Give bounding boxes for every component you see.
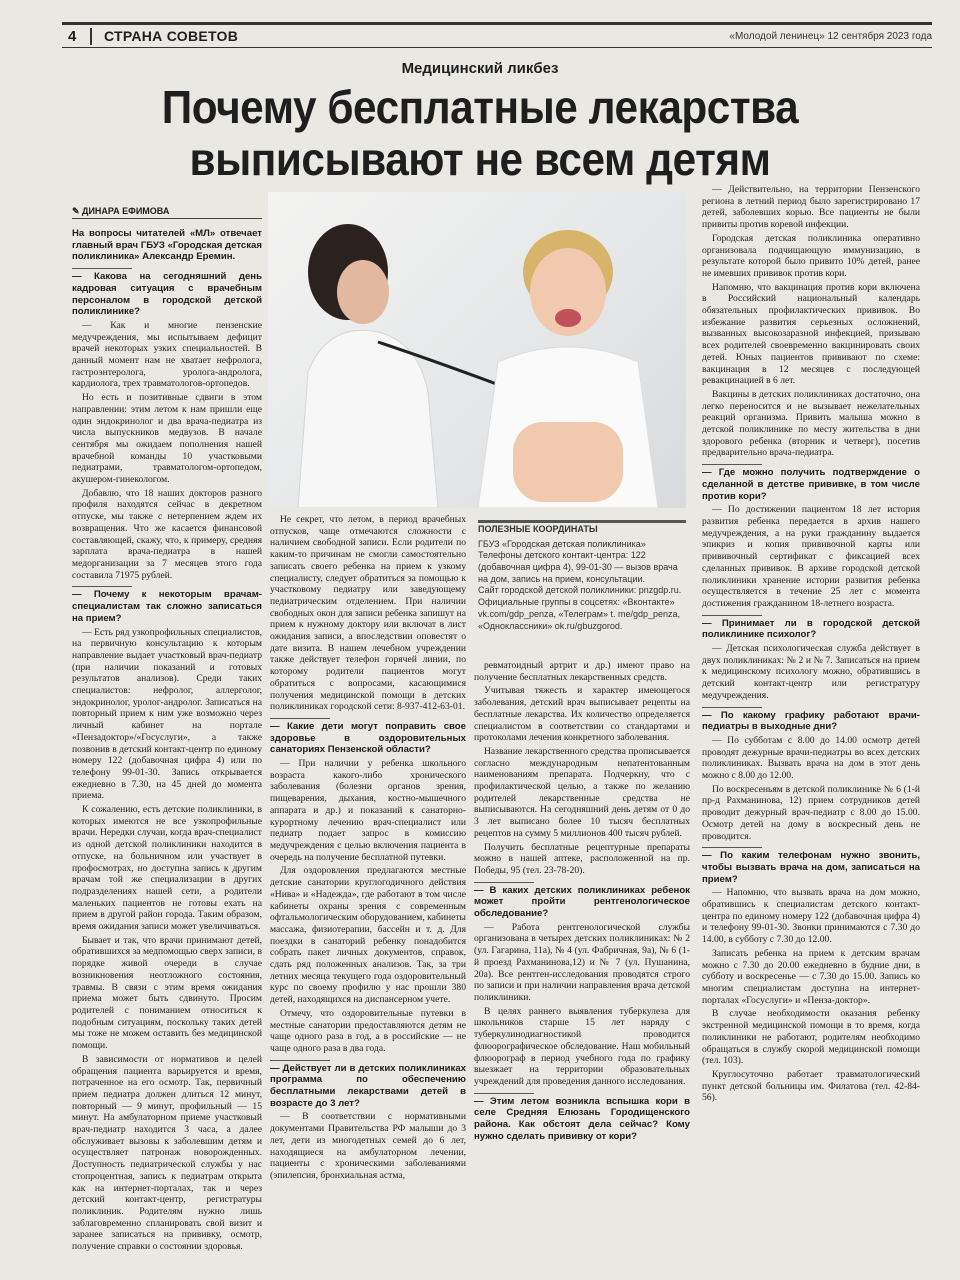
body-paragraph: В зависимости от нормативов и целей обращения пациента варьируется и время, потраченное на его осмотр. Так, первичный прием педиатра должен длиться 12 минут, повторный — 9 минут, профильный — 15 минут. На амбулаторном приеме участковый врач-педиатр находится 3 часа, а далее обслуживает вызовы к заболевшим детям и осуществляет патронаж новорожденных. Доступность педиатрической службы у нас стопроцентная, запись к педиатрам открыта как на интернет-порталах, так и через детский контакт-центр, регистратуры поликлиник. Родителям нужно лишь заблаговременно спланировать свой визит и заранее записаться на прививку, осмотр, получение справки о состоянии здоровья. <box>72 1053 262 1253</box>
body-paragraph: — В соответствии с нормативными документами Правительства РФ малыши до 3 лет, дети из многодетных семей до 6 лет, находящиеся на амбулаторном лечении, пациенты с хроническими заболеваниями (эпилепсия, бронхиальная астма, <box>270 1111 466 1181</box>
question-paragraph: — Действует ли в детских поликлиниках программа по обеспечению бесплатными лекарствами детей в возрасте до 3 лет? <box>270 1060 466 1110</box>
body-paragraph: Круглосуточно работает травматологический пункт детской больницы им. Филатова (тел. 42-84-56). <box>702 1068 920 1104</box>
body-paragraph: Отмечу, что оздоровительные путевки в местные санатории предоставляются детям не чаще одного раза в год, а в российские — не чаще одного раза в два года. <box>270 1007 466 1054</box>
article-headline <box>75 82 885 185</box>
body-paragraph: Вакцины в детских поликлиниках достаточно, она легко переносится и не вызывает нежелательных реакций организма. Привить малыша можно в детской поликлинике по месту жительства в дни здорового ребенка (вторник и четверг), посетив предварительно врача-педиатра. <box>702 388 920 459</box>
author-name: ДИНАРА ЕФИМОВА <box>82 206 170 216</box>
body-paragraph: Название лекарственного средства прописывается согласно международным непатентованным наименованиям препарата. Подчеркну, что с профилактической целью, а также по желанию родителей лекарственные средства не выписываются. На сегодняшний день детям от 0 до 3 лет выписано более 10 тысяч бесплатных рецептов на сумму 5 миллионов 400 тысяч рублей. <box>474 745 690 839</box>
body-paragraph: — По субботам с 8.00 до 14.00 осмотр детей проводят дежурные врачи-педиатры во всех детских поликлиниках. Вызвать врача на дом в этот день можно с 8.00 до 12.00. <box>702 734 920 782</box>
question-paragraph: — По какому графику работают врачи-педиатры в выходные дни? <box>702 707 920 733</box>
article-photo <box>268 192 686 508</box>
question-paragraph: — Этим летом возникла вспышка кори в селе Средняя Елюзань Городищенского района. Как обстоят дела сейчас? Кому нужно сделать прививку от кори? <box>474 1093 690 1143</box>
page-header <box>62 22 932 48</box>
useful-contacts-box <box>478 520 686 652</box>
body-paragraph: — Напомню, что вызвать врача на дом можно, обратившись к специалистам детского контакт-центра по единому номеру 122 (добавочная цифра 4) и телефону 99-01-30. Звонки принимаются с 7.30 до 14.00, в субботу с 7.30 до 12.00. <box>702 887 920 946</box>
body-paragraph: — При наличии у ребенка школьного возраста какого-либо хронического заболевания (болезни органов зрения, пищеварения, дыхания, костно-мышечного аппарата и др.) и показаний к санаторно-курортному лечению врач-специалист или педиатр подает запрос в комиссию медучреждения с целью включения пациента в очередь на получение бесплатной путевки. <box>270 758 466 863</box>
pen-icon: ✎ <box>72 206 83 216</box>
text-column-1 <box>72 228 262 1268</box>
body-paragraph: — Детская психологическая служба действует в двух поликлиниках: № 2 и № 7. Записаться на прием к медицинскому психологу можно, обратившись в детский контакт-центр или регистратуру медучреждения. <box>702 643 920 701</box>
page-number: 4 <box>62 28 92 45</box>
body-paragraph: Получить бесплатные рецептурные препараты можно в нашей аптеке, расположенной на пр. Победы, 95 (тел. 23-78-20). <box>474 841 690 876</box>
body-paragraph: — По достижении пациентом 18 лет история развития ребенка передается в архив нашего медучреждения, а на руки гражданину выдается эпикриз и копия прививочной карты или прививочный сертификат с фиксацией всех сделанных прививок. В архиве городской детской поликлиники хранение истории развития ребенка осуществляется в течение 25 лет с момента достижения гражданином 18-летнего возраста. <box>702 504 920 609</box>
body-paragraph: Напомню, что вакцинация против кори включена в Российский национальный календарь обязательных профилактических прививок. Во избежание развития серьезных осложнений, вызванных высокозаразной инфекцией, призываю всех родителей своевременно вакцинировать своих детей. Юных пациентов прививают по схеме: вакцинация в 12 месяцев с последующей ревакцинацией в 6 лет. <box>702 281 920 387</box>
question-paragraph: — Почему к некоторым врачам-специалистам так сложно записаться на прием? <box>72 586 262 624</box>
question-paragraph: — Принимает ли в городской детской поликлинике психолог? <box>702 615 920 641</box>
body-paragraph: В целях раннего выявления туберкулеза для школьников старше 15 лет наряду с туберкулинодиагностикой проводится флюорографическое обследование. Наш мобильный флюорограф в период учебного года по графику выезжает на территории образовательных учреждений для проведения данного исследования. <box>474 1005 690 1087</box>
question-paragraph: — Какие дети могут поправить свое здоровье в оздоровительных санаториях Пензенской области? <box>270 718 466 756</box>
body-paragraph: Бывает и так, что врачи принимают детей, обратившихся за медпомощью сверх записи, в порядке живой очереди в случае возникновения неотложного состояния, травмы. В связи с этим время ожидания приема может быть сдвинуто. Просим родителей с пониманием относиться к подобным ситуациям, поскольку таких детей мы тоже не можем оставить без медицинской помощи. <box>72 934 262 1052</box>
doctor-child-photo-icon <box>268 192 686 508</box>
body-paragraph: Добавлю, что 18 наших докторов разного профиля находятся сейчас в декретном отпуске, мы также с нетерпением ждем их возвращения. Что же касается финансовой составляющей, скажу, что, к примеру, средняя зарплата врача-педиатра в нашей медорганизации за 7 месяцев этого года составила 71975 рублей. <box>72 487 262 581</box>
body-paragraph: К сожалению, есть детские поликлиники, в которых имеются не все узкопрофильные врачи. Нередки случаи, когда врач-специалист из одной детской поликлиники находится в отпуске, на больничном или участвует в профосмотрах, но доступна запись к другим врачам той же специализации в других подразделениях нашей сети, а родители маленьких пациентов не готовы ехать на прием в другой район города. Таким образом, время ожидания записи может увеличиваться. <box>72 804 262 933</box>
article-kicker: Медицинский ликбез <box>401 60 559 77</box>
body-paragraph: — Работа рентгенологической службы организована в четырех детских поликлиниках: № 2 (ул. Гагарина, 11а), № 4 (ул. Фабричная, 9а), № 6 (1-й проезд Рахманинова,12) и № 7 (ул. Пушанина, 20а). Все рентген-исследования проводятся строго по записи и при наличии направления врача детской поликлиники. <box>474 921 690 1003</box>
text-column-4 <box>702 184 920 1270</box>
body-paragraph: — Есть ряд узкопрофильных специалистов, на первичную консультацию к которым направление выдает участковый врач-педиатр (при наличии показаний и готовых результатов анализов). Среди таких специалистов: нефролог, аллерголог, эндокринолог, уролог-андролог. Записаться на повторный прием к ним уже возможно через личный кабинет на портале «Пензадоктор»/«Госуслуги», а также позвонив в детский контакт-центр по единому номеру 122 (добавочная цифра 4) или по телефону 99-01-30. Запись открывается ежедневно в 7.30, на 45 дней до момента приема. <box>72 626 262 802</box>
headline-line-1: Почему бесплатные лекарства <box>161 81 799 133</box>
question-paragraph: — В каких детских поликлиниках ребенок может пройти рентгенологическое обследование? <box>474 882 690 920</box>
lead-paragraph: На вопросы читателей «МЛ» отвечает главный врач ГБУЗ «Городская детская поликлиника» Александр Еремин. <box>72 228 262 263</box>
body-paragraph: Записать ребенка на прием к детским врачам можно с 7.30 до 20.00 ежедневно в будние дни, в субботу и воскресенье — с 7.30 до 15.00. Запись ко многим специалистам доступна на интернет-порталах «Госуслуги» и «Пенза-доктор». <box>702 947 920 1006</box>
body-paragraph: Не секрет, что летом, в период врачебных отпусков, чаще отмечаются сложности с наличием свободной записи. Если родители по каким-то причинам не смогли самостоятельно записать своего ребенка на прием к узкому специалисту, следует обратиться за помощью к участковому педиатру или заведующему педиатрическим отделением. При наличии свободных окон для записи ребенка запишут на прием к нужному доктору или включат в лист ожидания записи, а впоследствии оповестят о дате визита. В нашем лечебном учреждении также действует телефон горячей линии, по которому родители пациентов могут обратиться с вопросами, касающимися получения медицинской помощи в детских поликлиниках городской сети: 8-937-412-63-01. <box>270 514 466 713</box>
question-paragraph: — Где можно получить подтверждение о сделанной в детстве прививке, в том числе против кори? <box>702 464 920 502</box>
body-paragraph: По воскресеньям в детской поликлинике № 6 (1-й пр-д Рахманинова, 12) прием сотрудников детей проводит дежурный врач-педиатр с 8.00 до 15.00. Осмотр детей на дому в воскресный день не проводится. <box>702 783 920 842</box>
headline-line-2: выписывают не всем детям <box>189 132 771 185</box>
issue-date: «Молодой ленинец» 12 сентября 2023 года <box>729 30 932 42</box>
question-paragraph: — По каким телефонам нужно звонить, чтобы вызвать врача на дом, записаться на прием? <box>702 847 920 885</box>
question-paragraph: — Какова на сегодняшний день кадровая ситуация с врачебным персоналом в городской детской поликлинике? <box>72 268 262 318</box>
body-paragraph: Но есть и позитивные сдвиги в этом направлении: этим летом к нам пришли еще один эндокринолог и два врача-педиатра из числа выпускников медвузов. В начале сентября мы ожидаем пополнения нашей врачебной команды 10 участковыми педиатрами, травматологом-ортопедом, акушером-гинекологом. <box>72 392 262 486</box>
body-paragraph: Учитывая тяжесть и характер имеющегося заболевания, детский врач выписывает рецепты на бесплатные лекарства. Их количество определяется специалистом в соответствии со стандартами и протоколами лечения конкретного заболевания. <box>474 685 690 744</box>
body-paragraph: ревматоидный артрит и др.) имеют право на получение бесплатных лекарственных средств. <box>474 660 690 683</box>
section-title: СТРАНА СОВЕТОВ <box>104 28 239 44</box>
body-paragraph: Городская детская поликлиника оперативно организовала подчищающую иммунизацию, в результате которой было привито 10% детей, ранее не имевших прививок против кори. <box>702 232 920 279</box>
body-paragraph: — Как и многие пензенские медучреждения, мы испытываем дефицит врачей некоторых узких специальностей. В данный момент нам не хватает нефролога, гастроэнтеролога, уролога-андролога, кардиолога, трех травматологов-ортопедов. <box>72 319 262 390</box>
text-column-2 <box>270 514 466 1274</box>
author-byline <box>72 206 262 219</box>
box-body: ГБУЗ «Городская детская поликлиника» Телефоны детского контакт-центра: 122 (добавочная цифра 4), 99-01-30 — вызов врача на дом, запись на прием, консультации. Сайт городской детской поликлиники: pnzgdp.ru. Официальные группы в соцсетях: «Вконтакте» vk.com/gdp_penza, «Телеграм» t. me/gdp_penza, «Одноклассники» ok.ru/gbuzgorod. <box>478 538 682 631</box>
box-title: ПОЛЕЗНЫЕ КООРДИНАТЫ <box>478 520 686 536</box>
body-paragraph: — Действительно, на территории Пензенского региона в летний период было зарегистрировано 17 детей, заболевших корью. Все пациенты не были привиты против коревой инфекции. <box>702 184 920 231</box>
body-paragraph: В случае необходимости оказания ребенку экстренной медицинской помощи в то время, когда поликлиники не работают, родителям необходимо обращаться в службу скорой медицинской помощи (тел. 103). <box>702 1008 920 1067</box>
text-column-3 <box>474 660 690 1270</box>
body-paragraph: Для оздоровления предлагаются местные детские санатории круглогодичного действия «Нива» и «Надежда», где работают в том числе кабинеты охраны зрения с современным офтальмологическим оборудованием, кабинеты массажа, физиотерапии, бассейн и т. д. Для поездки в санаторий ребенку понадобится собрать пакет личных документов, справок, сдать ряд положенных анализов. Так, за три летних месяца текущего года оздоровительный курс по своему профилю у нас прошли 380 детей, находящихся на диспансерном учете. <box>270 865 466 1006</box>
